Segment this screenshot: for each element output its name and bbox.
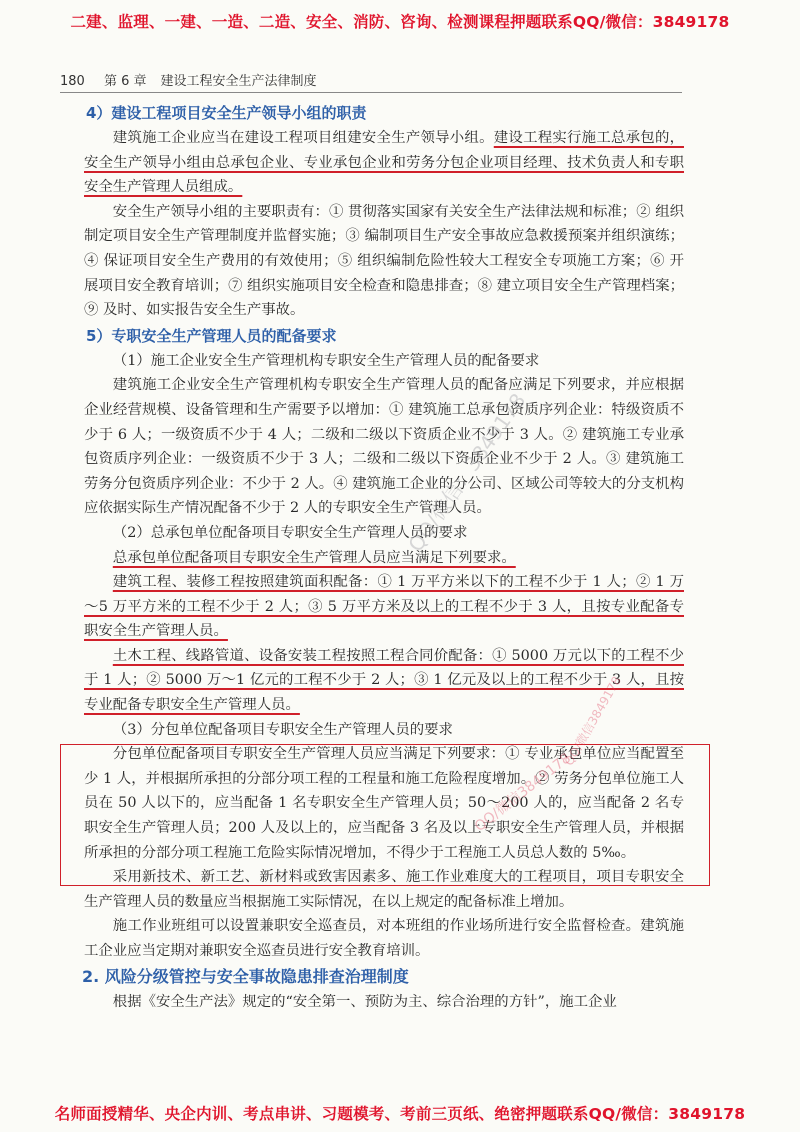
chapter-title: 建设工程安全生产法律制度 <box>160 74 317 89</box>
section-2-paragraph-1: 根据《安全生产法》规定的“安全第一、预防为主、综合治理的方针”，施工企业 <box>112 993 617 1010</box>
section-5-paragraph-1: 建筑施工企业安全生产管理机构专职安全生产管理人员的配备应满足下列要求，并应根据企业经营规模、设备管理和生产需要予以增加：① 建筑施工总承包资质序列企业：特级资质不少于 6 人；一级资质不少于 4 人；二级和二级以下资质企业不少于 3 人。② 建筑施工专业承包资质序列企业：一级资质不少于 3 人；二级和二级以下资质企业不少于 2 人。③ 建筑施工劳务分包资质序列企业：不少于 2 人。④ 建筑施工企业的分公司、区域公司等较大的分支机构应依据实际生产情况配备不少于 2 人的专职安全生产管理人员。 <box>84 377 684 517</box>
section-4-paragraph-1a: 建筑施工企业应当在建设工程项目组建安全生产领导小组。 <box>112 130 494 146</box>
watermark-1: QQ/微信：3849178 <box>403 388 531 557</box>
section-5-paragraph-2-underlined: 总承包单位配备项目专职安全生产管理人员应当满足下列要求。 <box>112 549 516 566</box>
section-5-subheading-1: （1）施工企业安全生产管理机构专职安全生产管理人员的配备要求 <box>112 352 540 369</box>
section-5-paragraph-3 <box>84 570 684 644</box>
section-2-heading: 2. 风险分级管控与安全事故隐患排查治理制度 <box>82 966 409 986</box>
watermark-3: QQ/微信3849178 <box>561 674 625 768</box>
section-5-paragraph-3-underlined: 建筑工程、装修工程按照建筑面积配备：① 1 万平方米以下的工程不少于 1 人；② 1 万～5 万平方米的工程不少于 2 人；③ 5 万平方米及以上的工程不少于 3 人，且按专业配备专职安全生产管理人员。 <box>84 574 684 640</box>
section-5-paragraph-4-underlined: 土木工程、线路管道、设备安装工程按照工程合同价配备：① 5000 万元以下的工程不少于 1 人；② 5000 万～1 亿元的工程不少于 2 人；③ 1 亿元及以上的工程不少于 3 人，且按专业配备专职安全生产管理人员。 <box>84 647 684 714</box>
watermark-2: QQ/微信3849178 <box>471 750 574 835</box>
chapter-number: 第 6 章 <box>104 74 147 89</box>
page-header <box>60 70 744 89</box>
section-5-paragraph-6: 采用新技术、新工艺、新材料或致害因素多、施工作业难度大的工程项目，项目专职安全生产管理人员的数量应当根据施工实际情况，在以上规定的配备标准上增加。 <box>84 869 684 910</box>
section-5-paragraph-7: 施工作业班组可以设置兼职安全巡查员，对本班组的作业场所进行安全监督检查。建筑施工企业应当定期对兼职安全巡查员进行安全教育培训。 <box>84 918 684 959</box>
section-5-paragraph-5-boxed: 分包单位配备项目专职安全生产管理人员应当满足下列要求：① 专业承包单位应当配置至少 1 人，并根据所承担的分部分项工程的工程量和施工危险程度增加。② 劳务分包单位施工人员在 50 人以下的，应当配备 1 名专职安全生产管理人员；50～200 人的，应当配备 2 名专职安全生产管理人员；200 人及以上的，应当配备 3 名及以上专职安全生产管理人员，并根据所承担的分部分项工程施工危险实际情况增加，不得少于工程施工人员总人数的 5‰。 <box>84 746 684 861</box>
highlight-box <box>60 744 710 886</box>
section-5-paragraph-2 <box>84 546 684 571</box>
header-rule <box>60 92 682 93</box>
section-5-subheading-3: （3）分包单位配备项目专职安全生产管理人员的要求 <box>112 721 453 738</box>
section-4-heading: 4）建设工程项目安全生产领导小组的职责 <box>86 104 367 122</box>
section-4-paragraph-1 <box>84 126 684 200</box>
section-5-subheading-2: （2）总承包单位配备项目专职安全生产管理人员的要求 <box>112 524 468 541</box>
section-4-paragraph-2: 安全生产领导小组的主要职责有：① 贯彻落实国家有关安全生产法律法规和标准；② 组织制定项目安全生产管理制度并监督实施；③ 编制项目生产安全事故应急救援预案并组织演练；④ 保证项目安全生产费用的有效使用；⑤ 组织编制危险性较大工程安全专项施工方案；⑥ 开展项目安全教育培训；⑦ 组织实施项目安全检查和隐患排查；⑧ 建立项目安全生产管理档案；⑨ 及时、如实报告安全生产事故。 <box>84 203 684 319</box>
section-4-paragraph-1b-underlined: 建设工程实行施工总承包的，安全生产领导小组由总承包企业、专业承包企业和劳务分包企业项目经理、技术负责人和专职安全生产管理人员组成。 <box>84 130 684 196</box>
bottom-contact-banner: 名师面授精华、央企内训、考点串讲、习题模考、考前三页纸、绝密押题联系QQ/微信：3849178 <box>54 1105 746 1123</box>
section-5-heading: 5）专职安全生产管理人员的配备要求 <box>86 326 337 345</box>
page-number: 180 <box>60 74 85 89</box>
top-contact-banner: 二建、监理、一建、一造、二造、安全、消防、咨询、检测课程押题联系QQ/微信：3849178 <box>70 13 730 31</box>
